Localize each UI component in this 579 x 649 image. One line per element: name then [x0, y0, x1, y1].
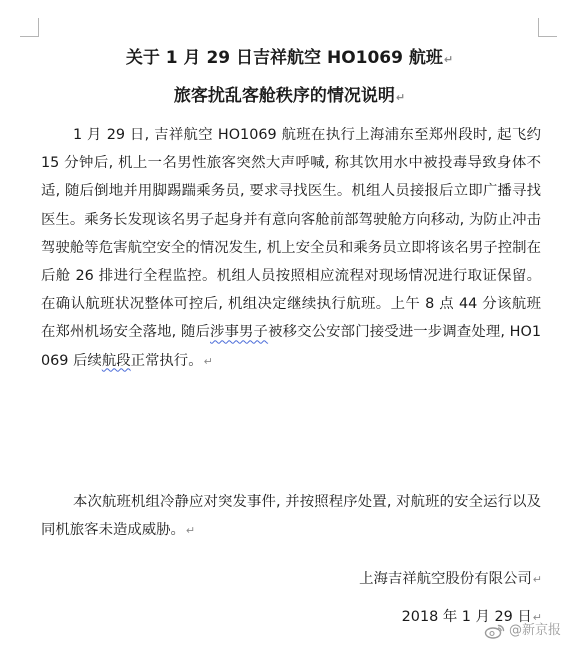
document-date: 2018 年 1 月 29 日: [401, 609, 532, 625]
body-paragraph-2: [41, 488, 541, 545]
watermark-text: @新京报: [509, 623, 562, 638]
spellcheck-flag-involved-man: 涉事男子: [210, 324, 269, 341]
paragraph-mark: ↵: [395, 91, 406, 104]
paragraph-2-text: 本次航班机组冷静应对突发事件, 并按照程序处置, 对航班的安全运行以及同机旅客未造成威胁。: [41, 494, 541, 539]
spellcheck-flag-flight-segment: 航段: [101, 352, 131, 369]
watermark: [484, 622, 561, 640]
paragraph-mark: ↵: [532, 611, 542, 624]
title-line-1-text: 关于 1 月 29 日吉祥航空 HO1069 航班: [125, 48, 443, 68]
paragraph-mark: ↵: [532, 573, 542, 586]
paragraph-1-text-c: 被移交公安部门接受进一步调查处理, HO1069 后续: [41, 324, 541, 369]
document-title-line-2: [0, 85, 579, 109]
signature-line: [359, 568, 542, 591]
paragraph-1-text-a: 1 月 29 日, 吉祥航空 HO1069 航班在执行上海浦东至郑州段时, 起飞约 15 分钟后, 机上一名男性旅客突然大声呼喊, 称其饮用水中被投毒导致身体不适, 随后倒地并用脚踢踹乘务员, 要求寻找医生。机组人员接报后立即广播寻找医生。乘务长发现该名男子起身并有意向客舱前部驾驶舱方向移动, 为防止冲击驾驶舱等危害航空安全的情况发生, 机上安全员和乘务员立即将该名男子控制在后舱 26 排进行全程监控。机组人员按照相应流程对现场情况进行取证保留。在确认航班状况整体可控后, 机组决定继续执行航班。上午 8 点 44 分该航班在郑州机场安全落地, 随后: [41, 127, 541, 341]
signature-company: 上海吉祥航空股份有限公司: [359, 571, 532, 587]
crop-mark-top-right: [538, 18, 557, 37]
title-line-2-text: 旅客扰乱客舱秩序的情况说明: [173, 86, 395, 106]
paragraph-mark: ↵: [203, 354, 213, 368]
crop-mark-top-left: [20, 18, 39, 37]
paragraph-mark: ↵: [185, 524, 196, 538]
document-title-line-1: [0, 47, 579, 71]
paragraph-1-text-e: 正常执行。: [130, 352, 203, 369]
paragraph-mark: ↵: [443, 53, 454, 66]
body-paragraph-1: [41, 121, 541, 376]
weibo-icon: [484, 623, 506, 639]
